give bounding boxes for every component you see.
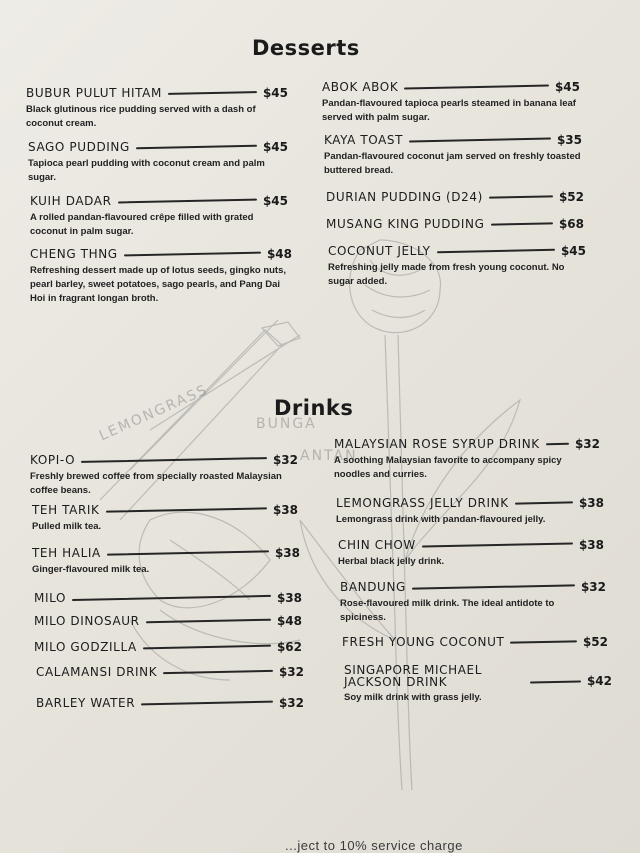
- leader-line: [124, 252, 261, 257]
- menu-item-fresh-young-coconut: [342, 635, 608, 649]
- item-name: SAGO PUDDING: [28, 140, 130, 154]
- item-description: Ginger-flavoured milk tea.: [32, 564, 150, 575]
- menu-item-milo: [34, 591, 302, 605]
- item-price: $38: [578, 538, 604, 552]
- item-name: ABOK ABOK: [322, 80, 399, 94]
- menu-item-kuih-dadar: [30, 194, 288, 239]
- leader-line: [437, 249, 555, 253]
- bunga-sketch-label-2: ANTAN: [300, 448, 358, 464]
- menu-item-singapore-michael-jackson-drink: [344, 664, 612, 705]
- item-price: $32: [272, 453, 298, 467]
- item-price: $38: [272, 503, 298, 517]
- item-name: LEMONGRASS JELLY DRINK: [336, 496, 509, 510]
- menu-item-kaya-toast: [324, 133, 582, 178]
- item-name: DURIAN PUDDING (D24): [326, 190, 483, 204]
- item-name: TEH HALIA: [32, 546, 101, 560]
- menu-item-teh-halia: [32, 546, 300, 577]
- item-description: Refreshing dessert made up of lotus seeds, gingko nuts, pearl barley, sweet potatoes, sago pearls, and Pang Dai Hoi in fragrant longan broth.: [30, 265, 287, 304]
- menu-item-chin-chow: [338, 538, 604, 569]
- item-price: $38: [274, 546, 300, 560]
- leader-line: [489, 195, 553, 198]
- item-name: MUSANG KING PUDDING: [326, 217, 485, 231]
- item-name: TEH TARIK: [32, 503, 100, 517]
- drinks-heading: Drinks: [274, 396, 354, 420]
- item-price: $32: [278, 665, 304, 679]
- item-price: $48: [276, 614, 302, 628]
- item-price: $45: [262, 140, 288, 154]
- item-price: $48: [266, 247, 292, 261]
- item-description: A soothing Malaysian favorite to accompany spicy noodles and curries.: [334, 455, 562, 480]
- menu-item-kopi-o: [30, 453, 298, 498]
- menu-item-malaysian-rose-syrup-drink: [334, 437, 600, 482]
- item-description: A rolled pandan-flavoured crêpe filled with grated coconut in palm sugar.: [30, 212, 254, 237]
- item-name: FRESH YOUNG COCONUT: [342, 635, 505, 649]
- item-price: $45: [554, 80, 580, 94]
- leader-line: [409, 138, 551, 143]
- menu-item-calamansi-drink: [36, 665, 304, 679]
- menu-item-milo-godzilla: [34, 640, 302, 654]
- menu-item-sago-pudding: [28, 140, 288, 185]
- leader-line: [546, 443, 569, 445]
- menu-item-bubur-pulut-hitam: [26, 86, 288, 131]
- item-name: MILO GODZILLA: [34, 640, 137, 654]
- item-price: $38: [578, 496, 604, 510]
- leader-line: [143, 645, 271, 650]
- item-name: KUIH DADAR: [30, 194, 112, 208]
- item-price: $32: [278, 696, 304, 710]
- leader-line: [168, 91, 257, 95]
- menu-item-lemongrass-jelly-drink: [336, 496, 604, 527]
- item-description: Freshly brewed coffee from specially roasted Malaysian coffee beans.: [30, 471, 282, 496]
- leader-line: [163, 670, 273, 674]
- item-name: BUBUR PULUT HITAM: [26, 86, 162, 100]
- menu-item-cheng-thng: [30, 247, 292, 306]
- leader-line: [515, 501, 573, 504]
- menu-item-abok-abok: [322, 80, 580, 125]
- item-name: CHIN CHOW: [338, 538, 416, 552]
- leader-line: [118, 199, 257, 204]
- item-name: MILO: [34, 591, 66, 605]
- menu-item-bandung: [340, 580, 606, 625]
- item-price: $62: [276, 640, 302, 654]
- leader-line: [107, 550, 269, 555]
- leader-line: [106, 507, 267, 512]
- item-price: $42: [586, 674, 612, 688]
- item-price: $45: [262, 86, 288, 100]
- desserts-heading: Desserts: [252, 36, 360, 60]
- leader-line: [422, 542, 573, 547]
- item-price: $52: [582, 635, 608, 649]
- menu-item-musang-king-pudding: [326, 217, 584, 231]
- menu-item-durian-pudding: [326, 190, 584, 204]
- item-price: $32: [574, 437, 600, 451]
- service-charge-note: ...ject to 10% service charge: [285, 838, 463, 853]
- item-description: Refreshing jelly made from fresh young coconut. No sugar added.: [328, 262, 565, 287]
- item-name: BANDUNG: [340, 580, 406, 594]
- item-price: $45: [560, 244, 586, 258]
- lemongrass-sketch-label: LEMONGRASS: [96, 381, 211, 445]
- leader-line: [146, 619, 271, 624]
- item-name: MILO DINOSAUR: [34, 614, 140, 628]
- item-description: Lemongrass drink with pandan-flavoured jelly.: [336, 514, 546, 525]
- item-price: $68: [558, 217, 584, 231]
- item-description: Herbal black jelly drink.: [338, 556, 445, 567]
- leader-line: [412, 584, 575, 589]
- leader-line: [530, 680, 581, 683]
- menu-item-barley-water: [36, 696, 304, 710]
- leader-line: [510, 640, 577, 643]
- item-name: CHENG THNG: [30, 247, 118, 261]
- item-name: KOPI-O: [30, 453, 76, 467]
- leader-line: [141, 701, 273, 706]
- item-name: SINGAPORE MICHAEL JACKSON DRINK: [344, 663, 483, 689]
- item-description: Rose-flavoured milk drink. The ideal antidote to spiciness.: [340, 598, 555, 623]
- item-price: $32: [580, 580, 606, 594]
- leader-line: [72, 595, 271, 601]
- item-description: Pulled milk tea.: [32, 521, 102, 532]
- item-name: COCONUT JELLY: [328, 244, 431, 258]
- item-price: $35: [556, 133, 582, 147]
- item-price: $45: [262, 194, 288, 208]
- leader-line: [404, 84, 549, 89]
- menu-item-teh-tarik: [32, 503, 298, 534]
- leader-line: [136, 145, 257, 150]
- item-price: $52: [558, 190, 584, 204]
- item-description: Pandan-flavoured tapioca pearls steamed in banana leaf served with palm sugar.: [322, 98, 576, 123]
- leader-line: [81, 457, 267, 463]
- item-description: Tapioca pearl pudding with coconut cream and palm sugar.: [28, 158, 265, 183]
- menu-item-milo-dinosaur: [34, 614, 302, 628]
- item-price: $38: [276, 591, 302, 605]
- item-description: Soy milk drink with grass jelly.: [344, 692, 482, 703]
- item-description: Black glutinous rice pudding served with a dash of coconut cream.: [26, 104, 256, 129]
- item-name: KAYA TOAST: [324, 133, 404, 147]
- item-name: BARLEY WATER: [36, 696, 136, 710]
- bunga-sketch-label: BUNGA: [256, 416, 317, 432]
- item-name: CALAMANSI DRINK: [36, 665, 158, 679]
- leader-line: [490, 222, 552, 225]
- item-name: MALAYSIAN ROSE SYRUP DRINK: [334, 437, 540, 451]
- menu-item-coconut-jelly: [328, 244, 586, 289]
- item-description: Pandan-flavoured coconut jam served on freshly toasted buttered bread.: [324, 151, 581, 176]
